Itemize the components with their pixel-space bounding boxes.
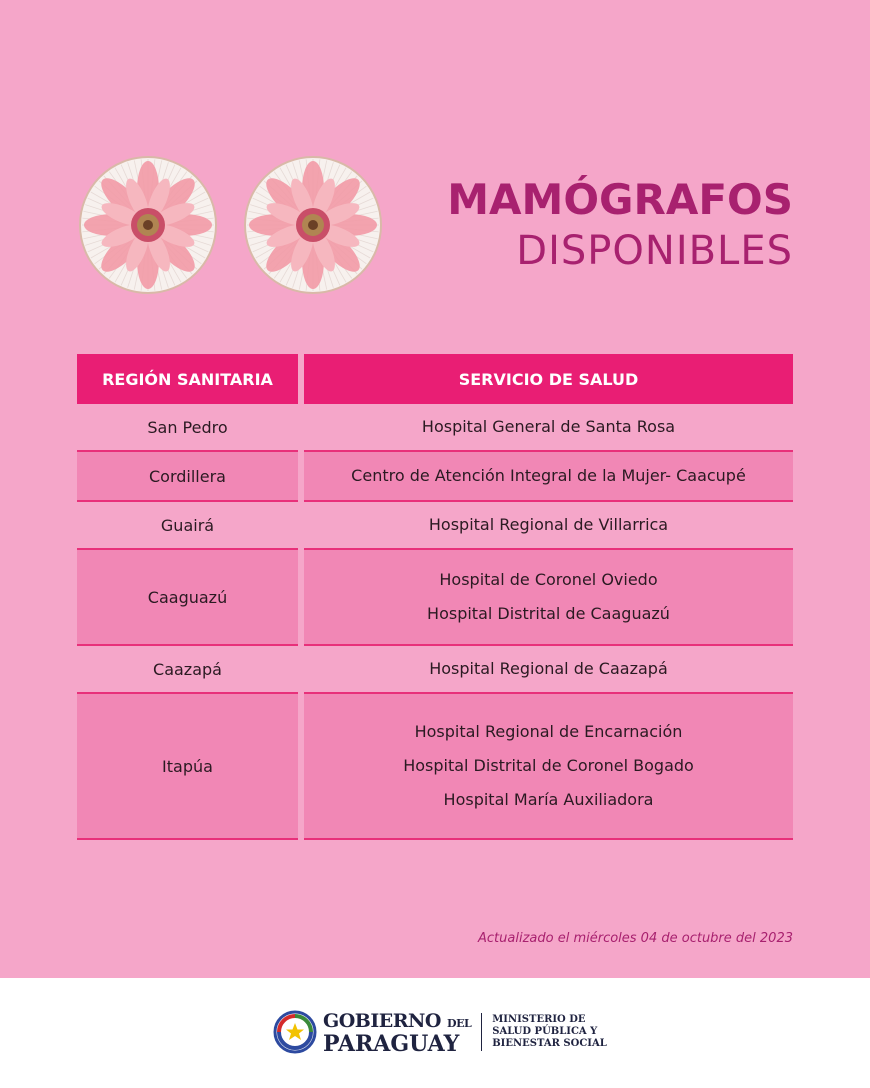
service-name: Centro de Atención Integral de la Mujer- Caacupé	[351, 466, 746, 485]
service-name: Hospital María Auxiliadora	[443, 790, 654, 809]
title-line-1: MAMÓGRAFOS	[447, 175, 793, 224]
region-name: Guairá	[160, 515, 215, 535]
region-cell	[77, 694, 298, 840]
service-name: Hospital Distrital de Coronel Bogado	[403, 756, 694, 775]
region-cell	[77, 502, 298, 550]
region-cell	[77, 550, 298, 646]
service-name: Hospital General de Santa Rosa	[421, 417, 676, 436]
region-cell	[77, 646, 298, 694]
table-row	[77, 694, 793, 840]
region-name: Caazapá	[153, 659, 222, 679]
mammograph-table	[77, 354, 793, 840]
ministry-wordmark	[492, 1014, 607, 1050]
updated-note: Actualizado el miércoles 04 de octubre del 2023	[478, 931, 793, 946]
service-name: Hospital de Coronel Oviedo	[439, 570, 658, 589]
paraguay-emblem-icon	[273, 1010, 317, 1054]
table-row	[77, 550, 793, 646]
service-cell	[304, 452, 793, 502]
table-body	[77, 404, 793, 840]
service-cell	[304, 694, 793, 840]
table-row	[77, 502, 793, 550]
service-name: Hospital Regional de Caazapá	[429, 659, 668, 678]
ministry-line: SALUD PÚBLICA Y	[492, 1026, 598, 1037]
page-title	[447, 175, 793, 277]
title-line-2: DISPONIBLES	[516, 228, 793, 274]
header-region: REGIÓN SANITARIA	[77, 354, 298, 404]
nanduti-flower-image	[243, 155, 383, 295]
region-name: Itapúa	[162, 756, 213, 776]
region-cell	[77, 452, 298, 502]
gov-del: DEL	[447, 1016, 472, 1030]
government-logo	[273, 1009, 607, 1057]
gov-line-1: GOBIERNO	[323, 1009, 441, 1032]
service-name: Hospital Distrital de Caaguazú	[427, 604, 670, 623]
service-cell	[304, 404, 793, 452]
logo-divider	[481, 1013, 482, 1051]
table-row	[77, 404, 793, 452]
nanduti-flower-image	[78, 155, 218, 295]
service-name: Hospital Regional de Villarrica	[428, 515, 669, 534]
region-name: San Pedro	[147, 417, 228, 437]
government-wordmark	[323, 1009, 472, 1057]
ministry-line: MINISTERIO DE	[492, 1014, 586, 1025]
service-cell	[304, 502, 793, 550]
table-header	[77, 354, 793, 404]
region-name: Cordillera	[149, 466, 226, 486]
service-cell	[304, 550, 793, 646]
table-row	[77, 452, 793, 502]
region-name: Caaguazú	[147, 587, 228, 607]
table-row	[77, 646, 793, 694]
region-cell	[77, 404, 298, 452]
header-service: SERVICIO DE SALUD	[304, 354, 793, 404]
service-name: Hospital Regional de Encarnación	[414, 722, 683, 741]
ministry-line: BIENESTAR SOCIAL	[492, 1038, 607, 1049]
gov-line-2: PARAGUAY	[323, 1030, 460, 1057]
service-cell	[304, 646, 793, 694]
